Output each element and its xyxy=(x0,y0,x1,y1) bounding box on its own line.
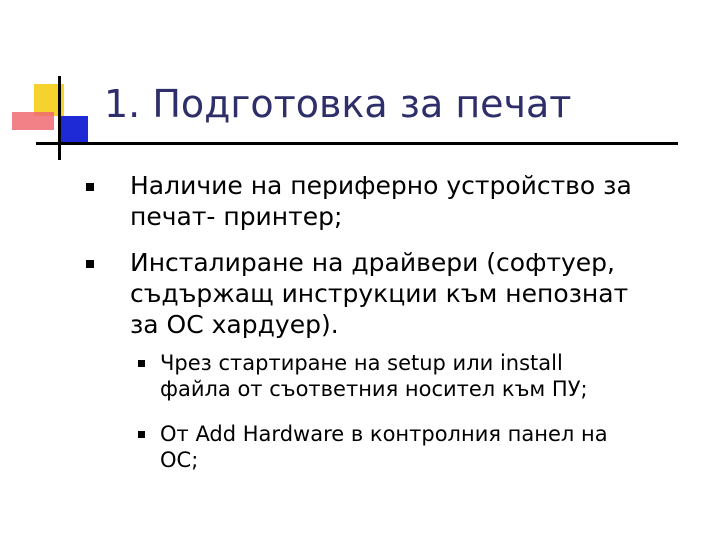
sub-bullet-line: файла от съответния носител към ПУ; xyxy=(160,377,588,401)
bullet-line: за ОС хардуер). xyxy=(130,310,339,339)
sub-bullet-line: ОС; xyxy=(160,448,199,472)
slide-title: 1. Подготовка за печат xyxy=(104,82,572,126)
sub-bullet-line: Чрез стартиране на setup или install xyxy=(160,351,563,375)
bullet-square-icon xyxy=(138,360,145,367)
sub-bullet-line: От Add Hardware в контролния панел на xyxy=(160,422,608,446)
bullet-line: Инсталиране на драйвери (софтуер, xyxy=(130,248,615,277)
bullet-line: печат- принтер; xyxy=(130,202,343,231)
bullet-square-icon xyxy=(86,183,94,191)
bullet-square-icon xyxy=(86,260,94,268)
bullet-line: съдържащ инструкции към непознат xyxy=(130,279,629,308)
title-divider xyxy=(38,142,678,145)
bullet-line: Наличие на периферно устройство за xyxy=(130,171,632,200)
bullet-square-icon xyxy=(138,431,145,438)
